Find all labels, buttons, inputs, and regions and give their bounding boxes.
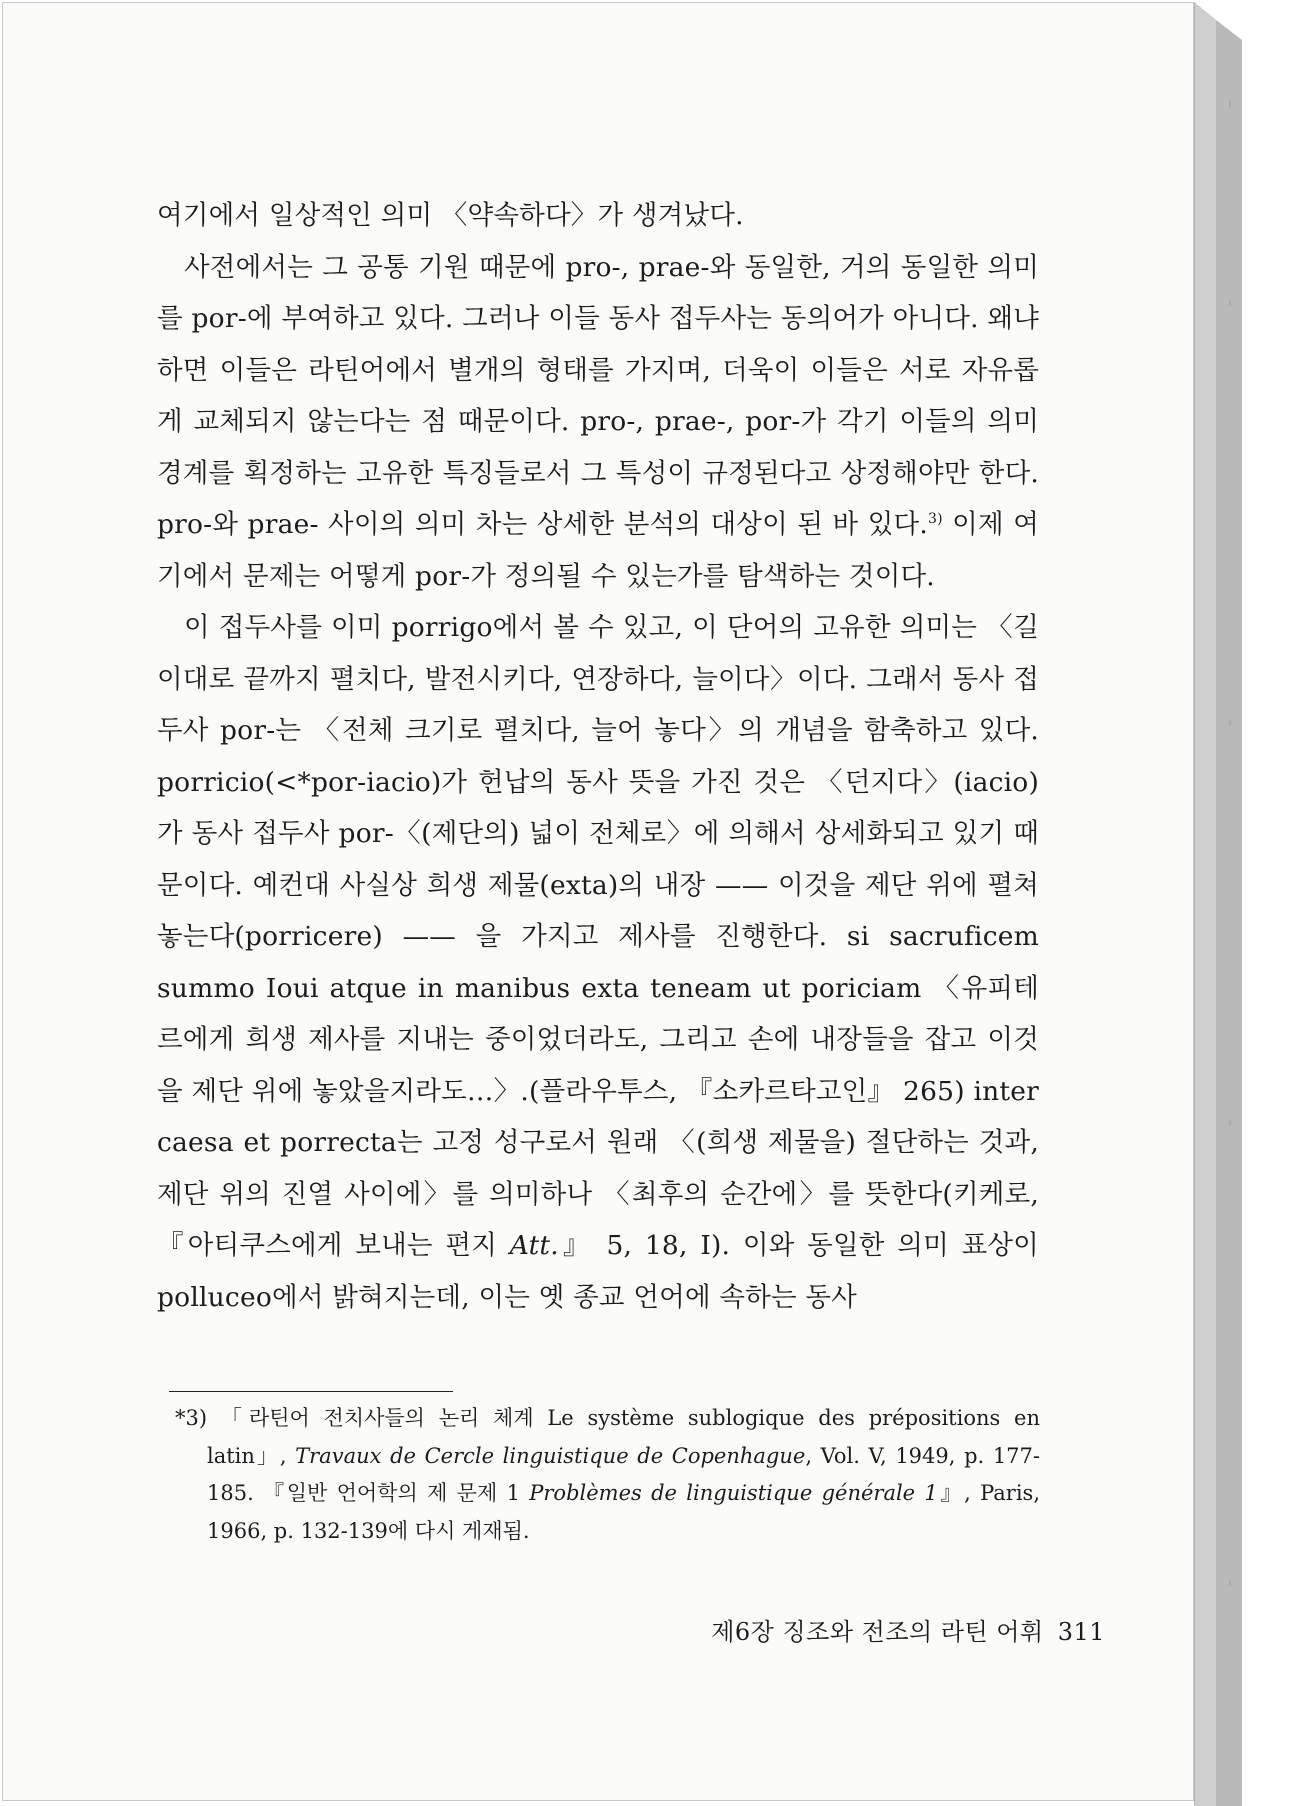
footnote-text: , Vol. V, 1949, p. 177-185. 『일반 언어학의 제 문제 1 <box>207 1443 1040 1505</box>
paragraph <box>157 242 1039 603</box>
paragraph-text: 』 5, 18, I). 이와 동일한 의미 표상이 polluceo에서 밝혀지는데, 이는 옛 종교 언어에 속하는 동사 <box>157 1230 1039 1313</box>
footnote-italic-title: Problèmes de linguistique générale 1 <box>529 1481 938 1505</box>
italic-abbreviation: Att. <box>509 1230 559 1261</box>
running-footer <box>711 1612 1105 1647</box>
footnote-text: 』, Paris, 1966, p. 132-139에 다시 게재됨. <box>207 1481 1040 1543</box>
footnote <box>175 1400 1040 1550</box>
footnote-text: 「라틴어 전치사들의 논리 체계 Le système sublogique des prépositions en latin」, <box>207 1406 1040 1468</box>
paragraph: 여기에서 일상적인 의미 〈약속하다〉가 생겨났다. <box>157 200 744 231</box>
footnote-reference[interactable]: 3) <box>927 511 943 527</box>
page-number: 311 <box>1057 1618 1105 1646</box>
book-spine-edge <box>1194 0 1242 1806</box>
footnote-italic-title: Travaux de Cercle linguistique de Copenhague <box>295 1443 806 1468</box>
body-text <box>157 190 1039 1323</box>
footnote-marker: *3) <box>175 1406 208 1430</box>
paragraph-text: 사전에서는 그 공통 기원 때문에 pro-, prae-와 동일한, 거의 동일한 의미를 por-에 부여하고 있다. 그러나 이들 동사 접두사는 동의어가 아니다. 왜냐하면 이들은 라틴어에서 별개의 형태를 가지며, 더욱이 이들은 서로 자유롭게 교체되지 않는다는 점 때문이다. pro-, prae-, por-가 각기 이들의 의미 경계를 획정하는 고유한 특징들로서 그 특성이 규정된다고 상정해야만 한다. pro-와 prae- 사이의 의미 차는 상세한 분석의 대상이 된 바 있다. <box>157 251 1039 540</box>
footnote-divider <box>169 1391 453 1392</box>
paragraph-text: 이제 여기에서 문제는 어떻게 por-가 정의될 수 있는가를 탐색하는 것이다. <box>157 509 1039 592</box>
chapter-title: 제6장 징조와 전조의 라틴 어휘 <box>711 1618 1044 1646</box>
paragraph <box>157 602 1039 1323</box>
paragraph-text: 이 접두사를 이미 porrigo에서 볼 수 있고, 이 단어의 고유한 의미는 〈길이대로 끝까지 펼치다, 발전시키다, 연장하다, 늘이다〉이다. 그래서 동사 접두사 por-는 〈전체 크기로 펼치다, 늘어 놓다〉의 개념을 함축하고 있다. porricio(<*por-iacio)가 헌납의 동사 뜻을 가진 것은 〈던지다〉(iacio)가 동사 접두사 por-〈(제단의) 넓이 전체로〉에 의해서 상세화되고 있기 때문이다. 예컨대 사실상 희생 제물(exta)의 내장 —— 이것을 제단 위에 펼쳐 놓는다(porricere) —— 을 가지고 제사를 진행한다. si sacruficem summo Ioui atque in manibus exta teneam ut poriciam 〈유피테르에게 희생 제사를 지내는 중이었더라도, 그리고 손에 내장들을 잡고 이것을 제단 위에 놓았을지라도…〉.(플라우투스, 『소카르타고인』 265) inter caesa et porrecta는 고정 성구로서 원래 〈(희생 제물을) 절단하는 것과, 제단 위의 진열 사이에〉를 의미하나 〈최후의 순간에〉를 뜻한다(키케로, 『아티쿠스에게 보내는 편지 <box>157 612 1039 1261</box>
